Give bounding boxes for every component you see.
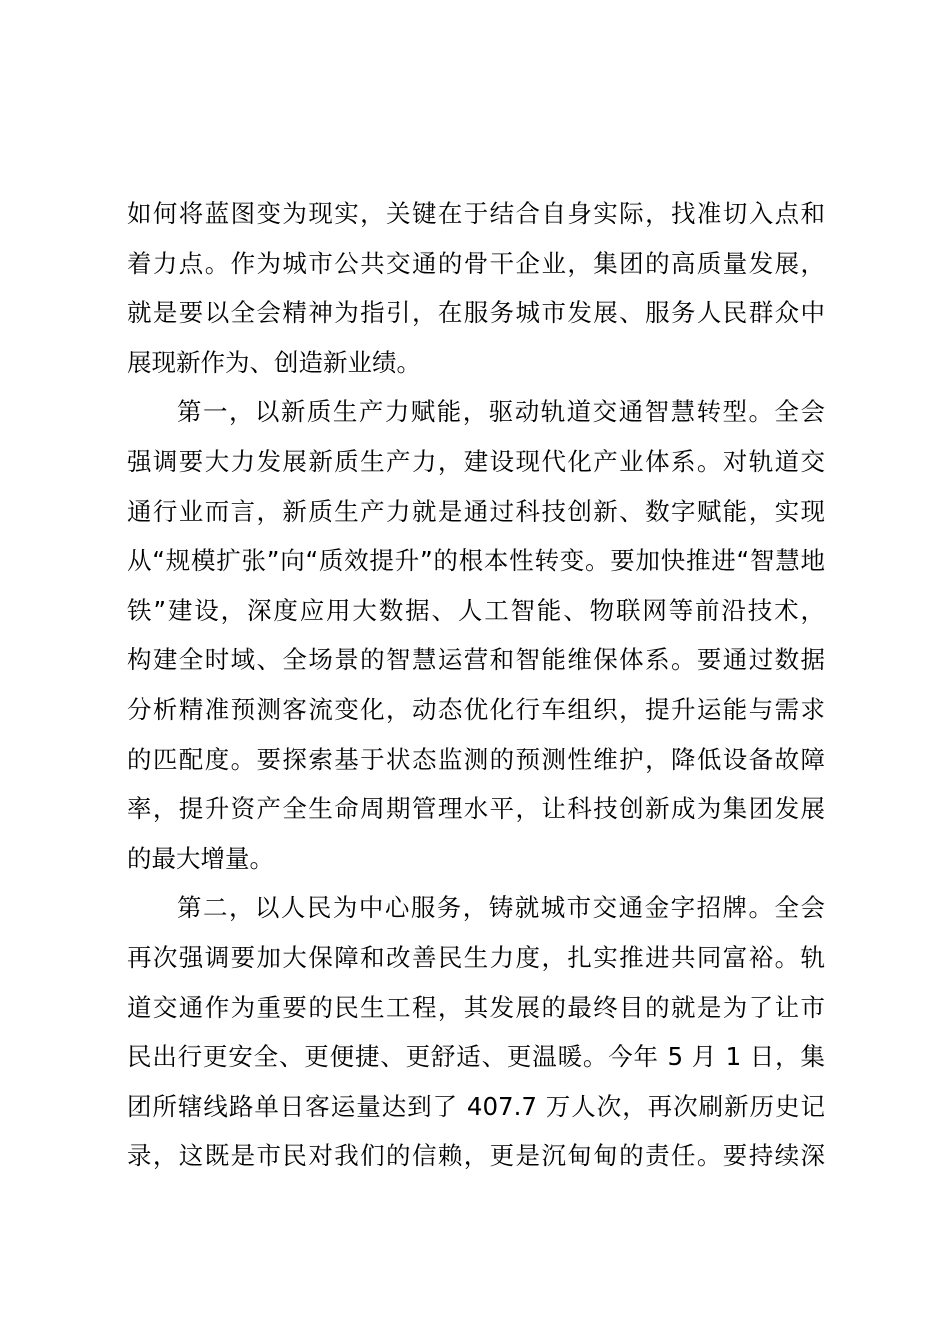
text-line: 通行业而言，新质生产力就是通过科技创新、数字赋能，实现 (127, 496, 825, 526)
text-line: 分析精准预测客流变化，动态优化行车组织，提升运能与需求 (127, 694, 825, 724)
text-line: 的匹配度。要探索基于状态监测的预测性维护，降低设备故障 (127, 744, 825, 774)
text-line: 铁”建设，深度应用大数据、人工智能、物联网等前沿技术， (127, 595, 825, 625)
text-line: 从“规模扩张”向“质效提升”的根本性转变。要加快推进“智慧地 (127, 546, 825, 576)
text-line: 录，这既是市民对我们的信赖，更是沉甸甸的责任。要持续深 (127, 1141, 825, 1171)
text-line: 率，提升资产全生命周期管理水平，让科技创新成为集团发展 (127, 794, 825, 824)
document-body (127, 189, 825, 1181)
text-line: 道交通作为重要的民生工程，其发展的最终目的就是为了让市 (127, 992, 825, 1022)
text-line: 团所辖线路单日客运量达到了 407.7 万人次，再次刷新历史记 (127, 1091, 825, 1121)
text-line: 的最大增量。 (127, 843, 274, 873)
text-line: 就是要以全会精神为指引，在服务城市发展、服务人民群众中 (127, 298, 825, 328)
text-line: 民出行更安全、更便捷、更舒适、更温暖。今年 5 月 1 日，集 (127, 1042, 825, 1072)
text-line: 着力点。作为城市公共交通的骨干企业，集团的高质量发展， (127, 248, 825, 278)
text-line: 第二，以人民为中心服务，铸就城市交通金字招牌。全会 (177, 893, 825, 923)
text-line: 构建全时域、全场景的智慧运营和智能维保体系。要通过数据 (127, 645, 825, 675)
paragraph-intro (127, 189, 825, 387)
text-line: 强调要大力发展新质生产力，建设现代化产业体系。对轨道交 (127, 446, 825, 476)
paragraph-second-point (127, 883, 825, 1181)
text-line: 如何将蓝图变为现实，关键在于结合自身实际，找准切入点和 (127, 199, 825, 228)
text-line: 展现新作为、创造新业绩。 (127, 347, 421, 377)
paragraph-first-point (127, 387, 825, 883)
text-line: 再次强调要加大保障和改善民生力度，扎实推进共同富裕。轨 (127, 942, 825, 972)
text-line: 第一，以新质生产力赋能，驱动轨道交通智慧转型。全会 (177, 397, 825, 427)
